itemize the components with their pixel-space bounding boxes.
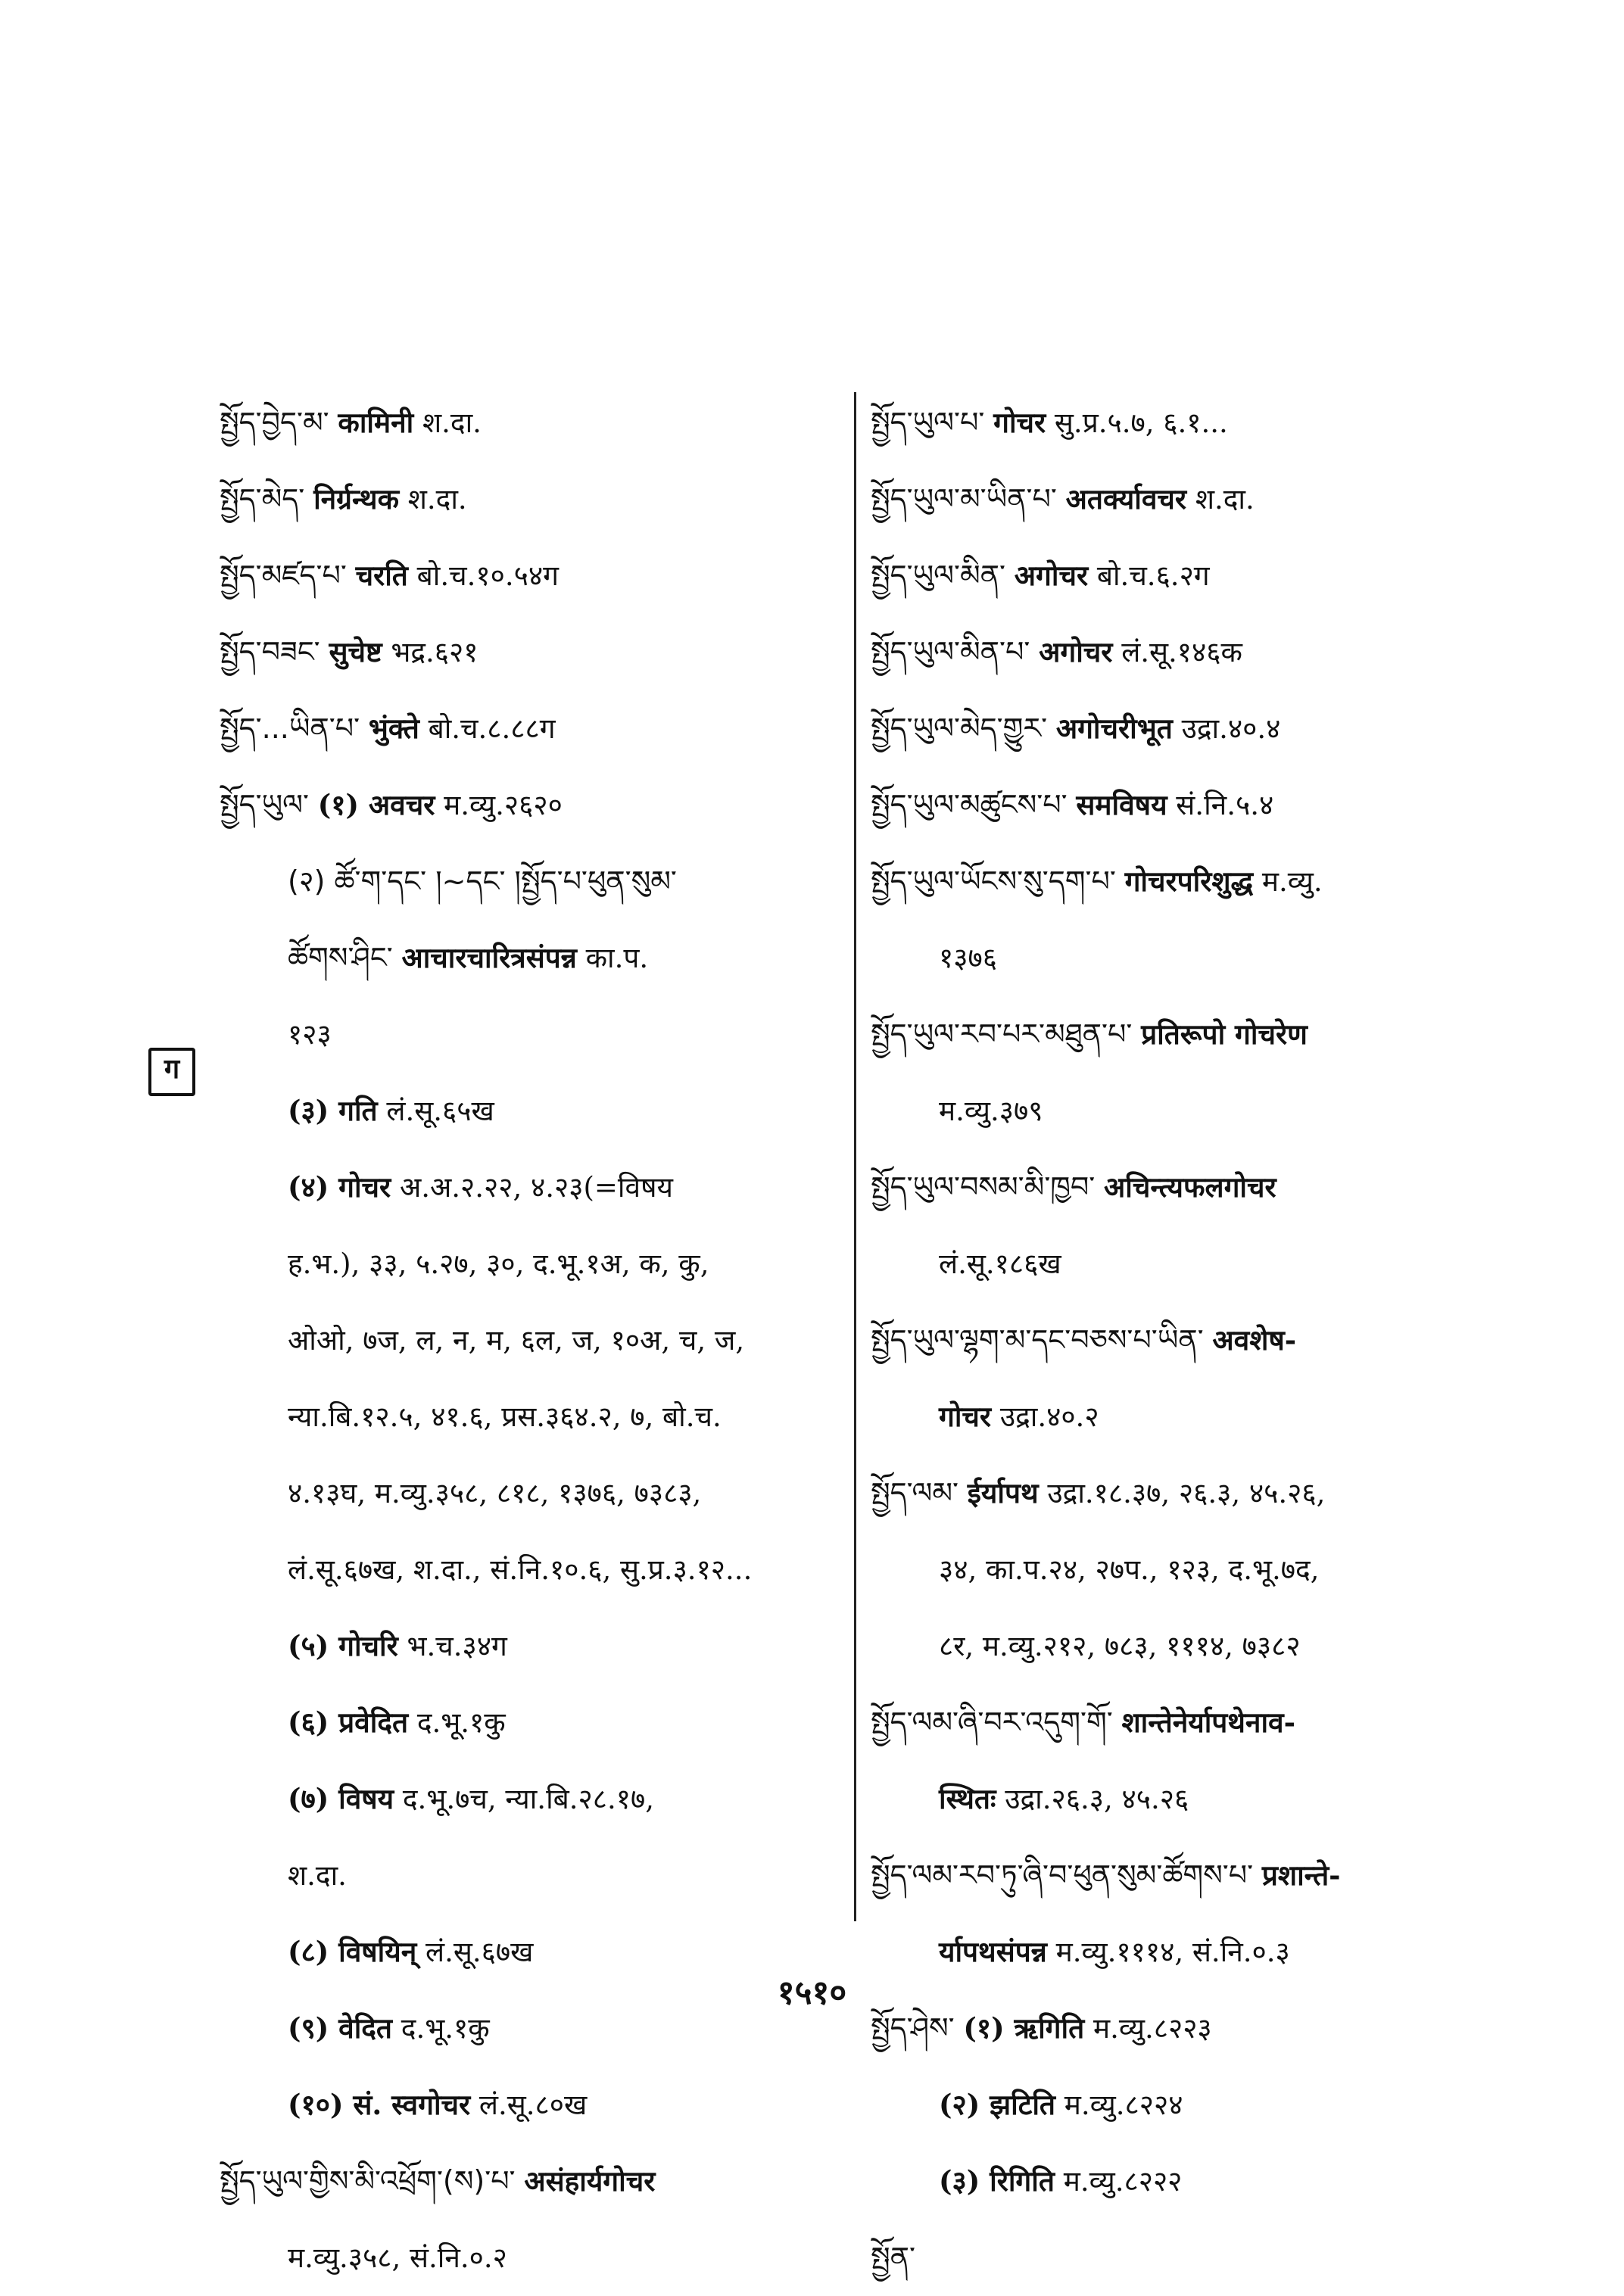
dictionary-entry-line: [871, 1073, 1476, 1149]
dictionary-entry-line: [220, 690, 871, 767]
reference: लं.सू.८०ख: [478, 2089, 588, 2121]
dictionary-entry-line: [871, 767, 1476, 843]
reference: सं.नि.५.४: [1176, 789, 1274, 821]
dictionary-entry-line: [871, 996, 1476, 1073]
sanskrit-equivalent: (१०) सं. स्वगोचर: [288, 2088, 471, 2121]
sanskrit-equivalent: अवशेष-: [1212, 1323, 1297, 1357]
reference: म.व्यु.८२२२: [1063, 2165, 1183, 2198]
dictionary-entry-line: [871, 843, 1476, 920]
page-number: १५१०: [777, 1974, 847, 2012]
sanskrit-equivalent: (३) रिगिति: [939, 2164, 1055, 2198]
tibetan-term: ཚོགས་ཤིང་: [288, 941, 393, 974]
dictionary-entry-line: [871, 1455, 1476, 1531]
dictionary-entry-line: [871, 1761, 1476, 1837]
sanskrit-equivalent: (७) विषय: [288, 1782, 394, 1815]
reference: ४.१३घ, म.व्यु.३५८, ८१८, १३७६, ७३८३,: [288, 1477, 702, 1509]
reference: भ.च.३४ग: [407, 1630, 507, 1662]
sanskrit-equivalent: (१) ऋगिति: [963, 2011, 1085, 2045]
tibetan-term: སྤྱོད་ལམ་རབ་ཏུ་ཞི་བ་ཕུན་སུམ་ཚོགས་པ་: [871, 1858, 1254, 1892]
sanskrit-equivalent: गोचरपरिशुद्ध: [1124, 865, 1254, 898]
dictionary-entry-line: [871, 2220, 1476, 2296]
tibetan-term: སྤྱོད་ཡུལ་ལྷག་མ་དང་བཅས་པ་ཡིན་: [871, 1323, 1204, 1357]
dictionary-entry-line: [220, 2220, 871, 2296]
dictionary-entry-line: [871, 920, 1476, 996]
reference: ओओ, ७ज, ल, न, म, ६ल, ज, १०अ, च, ज,: [288, 1324, 745, 1357]
sanskrit-equivalent: अतर्क्यावचर: [1065, 482, 1187, 516]
reference: सु.प्र.५.७, ६.१...: [1054, 407, 1228, 439]
reference: म.व्यु.१११४, सं.नि.०.३: [1055, 1936, 1290, 1968]
dictionary-entry-line: [220, 1226, 871, 1302]
reference: श.दा.: [288, 1859, 347, 1892]
sanskrit-equivalent: प्रतिरूपो गोचरेण: [1141, 1017, 1308, 1051]
sanskrit-equivalent: आचारचारित्रसंपन्न: [401, 941, 577, 974]
tibetan-term: སྤྱོད་ཡུལ་མིན་: [871, 559, 1005, 592]
dictionary-entry-line: [220, 996, 871, 1073]
dictionary-entry-line: [220, 1302, 871, 1379]
sanskrit-equivalent: निर्ग्रन्थक: [313, 482, 399, 516]
dictionary-entry-line: [871, 1531, 1476, 1608]
tibetan-term: སྤྱོད་...ཡིན་པ་: [220, 712, 360, 745]
dictionary-entry-line: [220, 1837, 871, 1914]
reference: द.भू.७च, न्या.बि.२८.१७,: [402, 1783, 655, 1815]
tibetan-term: སྤྱོད་བཟང་: [220, 635, 320, 668]
reference: ह.भ.), ३३, ५.२७, ३०, द.भू.१अ, क, कु,: [288, 1248, 709, 1280]
reference: लं.सू.६५ख: [386, 1095, 494, 1127]
sanskrit-equivalent: अगोचर: [1014, 559, 1089, 592]
sanskrit-equivalent: (४) गोचर: [288, 1170, 391, 1204]
tibetan-term: སྤྱོད་ཡུལ་མཚུངས་པ་: [871, 788, 1068, 821]
sanskrit-equivalent: भुंक्ते: [368, 712, 419, 745]
reference: लं.सू.६७ख: [425, 1936, 534, 1968]
dictionary-entry-line: [871, 537, 1476, 614]
tibetan-term: སྤྱོད་ཡུལ་པ་: [871, 406, 985, 439]
sanskrit-equivalent: चरति: [355, 559, 408, 592]
reference: लं.सू.६७ख, श.दा., सं.नि.१०.६, सु.प्र.३.१२...: [288, 1553, 753, 1586]
dictionary-entry-line: [220, 2143, 871, 2220]
dictionary-entry-line: [220, 843, 871, 920]
dictionary-entry-line: [220, 614, 871, 690]
dictionary-entry-line: [220, 1761, 871, 1837]
reference: द.भू.१कु: [416, 1706, 506, 1739]
reference: १३७६: [939, 942, 997, 974]
reference: बो.च.१०.५४ग: [416, 559, 559, 592]
reference: म.व्यु.८२२४: [1064, 2089, 1183, 2121]
dictionary-entry-line: [220, 537, 871, 614]
dictionary-entry-line: [220, 1149, 871, 1226]
tibetan-term: སྤྱོད་ཡུལ་བསམ་མི་ཁྱབ་: [871, 1170, 1096, 1204]
dictionary-entry-line: [220, 1455, 871, 1531]
sanskrit-equivalent: गोचर: [939, 1400, 992, 1433]
reference: लं.सू.१८६ख: [939, 1248, 1061, 1280]
tibetan-term: སྤྱོད་ཡུལ་མིན་པ་: [871, 635, 1030, 668]
column-divider: [854, 392, 856, 1921]
sanskrit-equivalent: अचिन्त्यफलगोचर: [1104, 1170, 1276, 1204]
reference: लं.सू.१४६क: [1121, 636, 1242, 668]
sanskrit-equivalent: शान्तेनेर्यापथेनाव-: [1121, 1706, 1295, 1739]
reference: बो.च.६.२ग: [1096, 559, 1210, 592]
sanskrit-equivalent: (१) अवचर: [317, 788, 435, 821]
reference: उद्रा.४०.२: [999, 1400, 1099, 1433]
sanskrit-equivalent: (३) गति: [288, 1094, 378, 1127]
tibetan-term: སྤྱོད་ཡུལ་རབ་པར་མཐུན་པ་: [871, 1017, 1133, 1051]
dictionary-entry-line: [220, 385, 871, 461]
tibetan-term: སྤྱོད་ལམ་: [871, 1476, 959, 1509]
dictionary-entry-line: [220, 2067, 871, 2143]
dictionary-entry-line: [220, 1531, 871, 1608]
sanskrit-equivalent: (६) प्रवेदित: [288, 1706, 409, 1739]
reference: भद्र.६२१: [391, 636, 478, 668]
reference: द.भू.१कु: [401, 2012, 490, 2045]
dictionary-entry-line: [871, 1302, 1476, 1379]
reference: ३४, का.प.२४, २७प., १२३, द.भू.७द,: [939, 1553, 1320, 1586]
tibetan-term: སྤྱོད་བྱེད་མ་: [220, 406, 329, 439]
dictionary-entry-line: [220, 767, 871, 843]
reference: अ.अ.२.२२, ४.२३(=विषय: [399, 1171, 673, 1204]
dictionary-entry-line: [871, 1379, 1476, 1455]
sanskrit-equivalent: ईर्यापथ: [967, 1476, 1039, 1509]
tibetan-term: སྤྱོད་ཤེས་: [871, 2011, 955, 2045]
sanskrit-equivalent: (२) झटिति: [939, 2088, 1056, 2121]
reference: म.व्यु.: [1261, 865, 1323, 898]
reference: म.व्यु.३७९: [939, 1095, 1043, 1127]
reference: श.दा.: [422, 407, 482, 439]
dictionary-entry-line: [871, 1837, 1476, 1914]
sanskrit-equivalent: (८) विषयिन्: [288, 1935, 417, 1968]
reference: म.व्यु.२६२०: [444, 789, 563, 821]
reference: श.दा.: [1195, 483, 1255, 516]
dictionary-entry-line: [220, 1379, 871, 1455]
dictionary-entry-line: [871, 690, 1476, 767]
reference: श.दा.: [407, 483, 467, 516]
dictionary-entry-line: [871, 1226, 1476, 1302]
sanskrit-equivalent: अगोचर: [1039, 635, 1113, 668]
tibetan-term: སྤྱོད་མེད་: [220, 482, 305, 516]
dictionary-entry-line: [220, 1684, 871, 1761]
reference: १२३: [288, 1018, 332, 1051]
dictionary-entry-line: [871, 1608, 1476, 1684]
reference: म.व्यु.३५८, सं.नि.०.२: [288, 2241, 507, 2274]
dictionary-entry-line: [871, 614, 1476, 690]
tibetan-term: སྤྱོད་ཡུལ་མེད་གྱུར་: [871, 712, 1048, 745]
sanskrit-equivalent: र्यापथसंपन्न: [939, 1935, 1047, 1968]
tibetan-term: སྤྱོད་ཡུལ་གྱིས་མི་འཕྲོག་(ས)་པ་: [220, 2164, 516, 2198]
tibetan-term: སྤྱོད་ལམ་ཞི་བར་འདུག་གོ་: [871, 1706, 1113, 1739]
sanskrit-equivalent: स्थितः: [939, 1782, 996, 1815]
reference: ८र, म.व्यु.२१२, ७८३, १११४, ७३८२: [939, 1630, 1301, 1662]
tibetan-term: སྤྱོན་: [871, 2241, 915, 2274]
sanskrit-equivalent: प्रशान्ते-: [1261, 1858, 1341, 1892]
dictionary-entry-line: [220, 1608, 871, 1684]
sanskrit-equivalent: (९) वेदित: [288, 2011, 393, 2045]
reference: उद्रा.१८.३७, २६.३, ४५.२६,: [1047, 1477, 1326, 1509]
dictionary-entry-line: [871, 1149, 1476, 1226]
reference: म.व्यु.८२२३: [1093, 2012, 1212, 2045]
sanskrit-equivalent: असंहार्यगोचर: [524, 2164, 656, 2198]
reference: उद्रा.२६.३, ४५.२६: [1005, 1783, 1189, 1815]
dictionary-entry-line: [220, 920, 871, 996]
sanskrit-equivalent: (५) गोचरि: [288, 1629, 398, 1662]
dictionary-entry-line: [871, 1684, 1476, 1761]
side-letter-mark: ग: [148, 1048, 195, 1096]
sanskrit-equivalent: अगोचरीभूत: [1055, 712, 1173, 745]
dictionary-entry-line: [871, 2067, 1476, 2143]
tibetan-term: (२) ཚོ་ག་དང་ །~དང་ །སྤྱོད་པ་ཕུན་སུམ་: [288, 865, 677, 898]
reference: न्या.बि.१२.५, ४१.६, प्रस.३६४.२, ७, बो.च.: [288, 1400, 722, 1433]
dictionary-entry-line: [220, 1073, 871, 1149]
dictionary-entry-line: [220, 461, 871, 537]
dictionary-entry-line: [871, 461, 1476, 537]
reference: का.प.: [585, 942, 649, 974]
tibetan-term: སྤྱོད་ཡུལ་: [220, 788, 309, 821]
reference: उद्रा.४०.४: [1181, 712, 1281, 745]
tibetan-term: སྤྱོད་མཛད་པ་: [220, 559, 347, 592]
sanskrit-equivalent: सुचेष्ट: [329, 635, 382, 668]
sanskrit-equivalent: समविषय: [1076, 788, 1167, 821]
sanskrit-equivalent: गोचर: [993, 406, 1046, 439]
dictionary-entry-line: [871, 385, 1476, 461]
tibetan-term: སྤྱོད་ཡུལ་མ་ཡིན་པ་: [871, 482, 1057, 516]
tibetan-term: སྤྱོད་ཡུལ་ཡོངས་སུ་དག་པ་: [871, 865, 1116, 898]
reference: बो.च.८.८८ग: [428, 712, 556, 745]
sanskrit-equivalent: कामिनी: [338, 406, 414, 439]
dictionary-entry-line: [871, 2143, 1476, 2220]
